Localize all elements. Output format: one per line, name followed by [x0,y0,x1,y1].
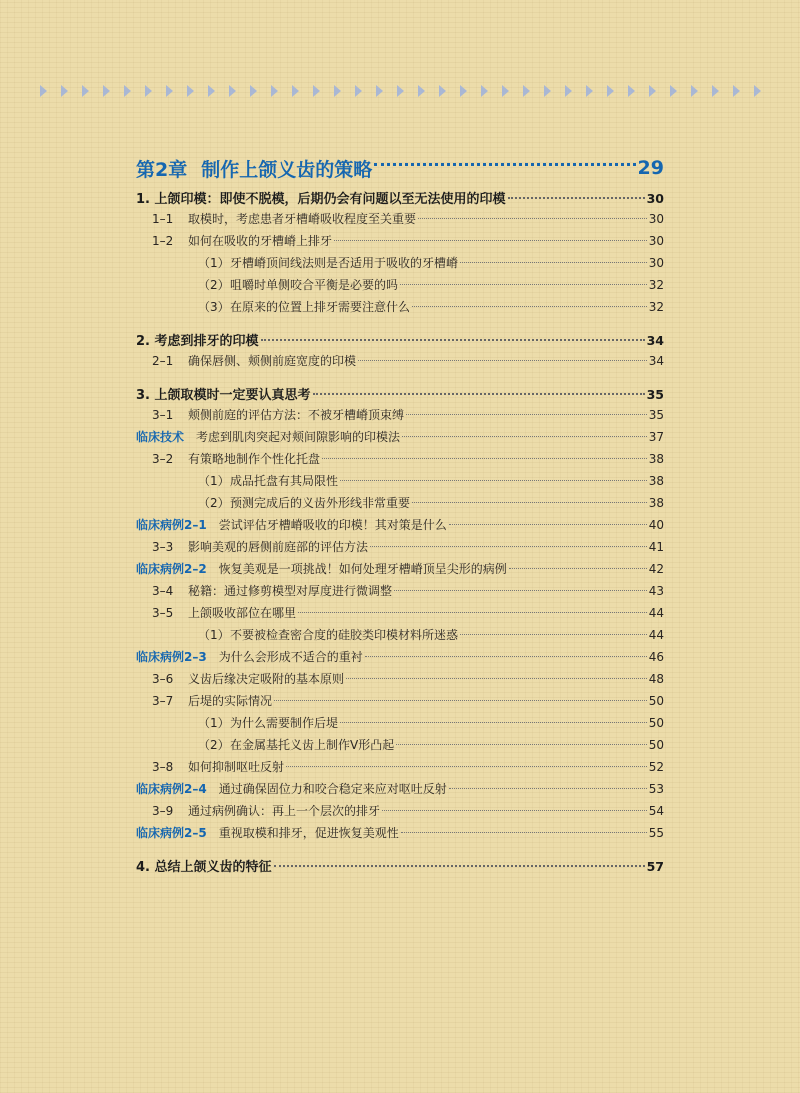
clinical-tag: 临床技术 [136,430,185,444]
toc-page-number: 46 [648,650,664,664]
chapter-number: 第2章 [136,158,188,181]
dot-leader [298,612,647,613]
triangle-icon [733,85,740,97]
dot-leader [358,360,647,361]
dot-leader [340,722,647,723]
triangle-icon [271,85,278,97]
triangle-icon [292,85,299,97]
dot-leader [396,744,647,745]
toc-subsection[interactable] [136,758,664,780]
chapter-title: 制作上颌义齿的策略 [201,158,373,181]
toc-index: （1） [198,716,230,730]
toc-page-number: 53 [648,782,664,796]
toc-index: 3–5 [152,606,174,620]
triangle-icon [355,85,362,97]
toc-entry-label: 如何抑制呕吐反射 [188,760,285,774]
toc-entry-label: 颊侧前庭的评估方法：不被牙槽嵴顶束缚 [188,408,405,422]
dot-leader [460,262,647,263]
triangle-icon [229,85,236,97]
triangle-icon [334,85,341,97]
dot-leader [402,436,647,437]
toc-index: （1） [198,256,230,270]
toc-index: 3–7 [152,694,174,708]
toc-item[interactable] [136,714,664,736]
triangle-icon [145,85,152,97]
toc-page-number: 41 [648,540,664,554]
triangle-icon [754,85,761,97]
toc-section-label: 3. 上颌取模时一定要认真思考 [136,388,311,403]
toc-entry-label: 义齿后缘决定吸附的基本原则 [188,672,345,686]
toc-index: （2） [198,278,230,292]
triangle-icon [460,85,467,97]
toc-entry-label: 尝试评估牙槽嵴吸收的印模！其对策是什么 [218,518,447,532]
toc-subsection[interactable] [136,582,664,604]
triangle-icon [166,85,173,97]
toc-index: 1–1 [152,212,174,226]
toc-index: （2） [198,496,230,510]
toc-page-number: 55 [648,826,664,840]
toc-page-number: 40 [648,518,664,532]
toc-entry-label: 牙槽嵴顶间线法则是否适用于吸收的牙槽嵴 [230,256,459,270]
decorative-triangle-border [0,84,800,98]
toc-item[interactable] [136,472,664,494]
toc-index: 2–1 [152,354,174,368]
toc-entry-label: 秘籍：通过修剪模型对厚度进行微调整 [188,584,393,598]
triangle-icon [61,85,68,97]
toc-index: 3–1 [152,408,174,422]
toc-clinical-entry[interactable] [136,780,664,802]
toc-page-number: 50 [648,738,664,752]
toc-subsection[interactable] [136,406,664,428]
toc-item[interactable] [136,736,664,758]
toc-section-label: 2. 考虑到排牙的印模 [136,334,259,349]
triangle-icon [565,85,572,97]
toc-index: 1–2 [152,234,174,248]
dot-leader [509,568,647,569]
dot-leader [449,788,647,789]
toc-chapter-heading[interactable] [136,150,664,186]
chapter-page-number: 29 [637,157,664,179]
toc-section-label: 4. 总结上颌义齿的特征 [136,860,272,875]
toc-entry-label: 有策略地制作个性化托盘 [188,452,321,466]
toc-clinical-entry[interactable] [136,428,664,450]
toc-section[interactable] [136,330,664,352]
toc-entry-label: 通过确保固位力和咬合稳定来应对呕吐反射 [218,782,447,796]
dot-leader [412,502,647,503]
dot-leader [365,656,647,657]
toc-entry-label: 预测完成后的义齿外形线非常重要 [230,496,411,510]
triangle-icon [502,85,509,97]
clinical-tag: 临床病例2–3 [136,650,207,664]
clinical-tag: 临床病例2–5 [136,826,207,840]
dot-leader [382,810,647,811]
toc-entry-label: 为什么会形成不适合的重衬 [218,650,363,664]
triangle-icon [544,85,551,97]
toc-page-number: 30 [648,234,664,248]
toc-clinical-entry[interactable] [136,648,664,670]
dot-leader [313,393,645,395]
toc-page-number: 50 [648,694,664,708]
dot-leader [274,700,647,701]
toc-item[interactable] [136,298,664,320]
toc-entry-label: 取模时，考虑患者牙槽嵴吸收程度至关重要 [188,212,417,226]
triangle-icon [313,85,320,97]
toc-item[interactable] [136,626,664,648]
triangle-icon [481,85,488,97]
toc-index: （1） [198,474,230,488]
toc-entry-label: 咀嚼时单侧咬合平衡是必要的吗 [230,278,399,292]
triangle-icon [124,85,131,97]
toc-page-number: 38 [648,496,664,510]
toc-entry-label: 不要被检查密合度的硅胶类印模材料所迷惑 [230,628,459,642]
triangle-icon [649,85,656,97]
toc-clinical-entry[interactable] [136,824,664,846]
toc-entry-label: 通过病例确认：再上一个层次的排牙 [188,804,381,818]
triangle-icon [376,85,383,97]
toc-entry-label: 考虑到肌肉突起对颊间隙影响的印模法 [196,430,401,444]
dot-leader [340,480,647,481]
toc-page-number: 44 [648,606,664,620]
toc-index: （3） [198,300,230,314]
triangle-icon [418,85,425,97]
spacer [136,374,664,384]
toc-page-number: 38 [648,452,664,466]
toc-subsection[interactable] [136,670,664,692]
dot-leader [346,678,647,679]
triangle-icon [40,85,47,97]
toc-subsection[interactable] [136,802,664,824]
triangle-icon [607,85,614,97]
clinical-tag: 临床病例2–1 [136,518,207,532]
dot-leader [370,546,647,547]
toc-section[interactable] [136,188,664,210]
toc-entry-label: 后堤的实际情况 [188,694,273,708]
spacer [136,320,664,330]
toc-entry-label: 恢复美观是一项挑战！如何处理牙槽嵴顶呈尖形的病例 [218,562,507,576]
toc-entry-label: 为什么需要制作后堤 [230,716,339,730]
toc-page-number: 32 [648,278,664,292]
dot-leader [412,306,647,307]
toc-index: 3–3 [152,540,174,554]
toc-index: 3–9 [152,804,174,818]
triangle-icon [397,85,404,97]
triangle-icon [208,85,215,97]
toc-page-number: 43 [648,584,664,598]
dot-leader [406,414,647,415]
toc-section[interactable] [136,856,664,878]
toc-subsection[interactable] [136,352,664,374]
toc-clinical-entry[interactable] [136,560,664,582]
toc-page-number: 50 [648,716,664,730]
toc-clinical-entry[interactable] [136,516,664,538]
toc-subsection[interactable] [136,538,664,560]
toc-page-number: 30 [648,256,664,270]
clinical-tag: 临床病例2–2 [136,562,207,576]
toc-page-number: 48 [648,672,664,686]
toc-entry-label: 如何在吸收的牙槽嵴上排牙 [188,234,333,248]
toc-subsection[interactable] [136,210,664,232]
dot-leader [508,197,645,199]
toc-index: （2） [198,738,230,752]
triangle-icon [439,85,446,97]
toc-page-number: 30 [646,191,664,206]
toc-index: （1） [198,628,230,642]
toc-page-number: 57 [646,859,664,874]
toc-subsection[interactable] [136,232,664,254]
toc-entry-label: 重视取模和排牙，促进恢复美观性 [218,826,399,840]
dot-leader [460,634,647,635]
triangle-icon [187,85,194,97]
toc-item[interactable] [136,254,664,276]
toc-subsection[interactable] [136,604,664,626]
toc-subsection[interactable] [136,692,664,714]
dot-leader [449,524,647,525]
toc-page-number: 34 [646,333,664,348]
toc-entry-label: 在原来的位置上排牙需要注意什么 [230,300,411,314]
triangle-icon [250,85,257,97]
dot-leader [261,339,645,341]
dot-leader [394,590,647,591]
toc-section-label: 1. 上颌印模：即使不脱模，后期仍会有问题以至无法使用的印模 [136,192,506,207]
triangle-icon [712,85,719,97]
dot-leader [286,766,647,767]
clinical-tag: 临床病例2–4 [136,782,207,796]
triangle-icon [586,85,593,97]
toc-page-number: 32 [648,300,664,314]
dot-leader [374,163,635,166]
toc-entry-label: 成品托盘有其局限性 [230,474,339,488]
toc-entry-label: 上颌吸收部位在哪里 [188,606,297,620]
toc-item[interactable] [136,494,664,516]
dot-leader [400,284,647,285]
toc-page-number: 52 [648,760,664,774]
toc-entry-label: 影响美观的唇侧前庭部的评估方法 [188,540,369,554]
triangle-icon [523,85,530,97]
dot-leader [334,240,647,241]
triangle-icon [670,85,677,97]
toc-entry-label: 在金属基托义齿上制作V形凸起 [230,738,395,752]
dot-leader [418,218,647,219]
triangle-icon [628,85,635,97]
toc-index: 3–6 [152,672,174,686]
toc-page-number: 42 [648,562,664,576]
triangle-icon [103,85,110,97]
toc-page-number: 44 [648,628,664,642]
dot-leader [274,865,645,867]
toc-page-number: 35 [648,408,664,422]
table-of-contents [136,150,664,878]
toc-page-number: 34 [648,354,664,368]
toc-item[interactable] [136,276,664,298]
toc-index: 3–4 [152,584,174,598]
dot-leader [401,832,647,833]
triangle-icon [691,85,698,97]
toc-entry-label: 确保唇侧、颊侧前庭宽度的印模 [188,354,357,368]
toc-section[interactable] [136,384,664,406]
dot-leader [322,458,647,459]
toc-index: 3–2 [152,452,174,466]
toc-page-number: 37 [648,430,664,444]
toc-page-number: 35 [646,387,664,402]
toc-page-number: 38 [648,474,664,488]
toc-index: 3–8 [152,760,174,774]
triangle-icon [82,85,89,97]
spacer [136,846,664,856]
toc-page-number: 54 [648,804,664,818]
toc-page-number: 30 [648,212,664,226]
toc-subsection[interactable] [136,450,664,472]
